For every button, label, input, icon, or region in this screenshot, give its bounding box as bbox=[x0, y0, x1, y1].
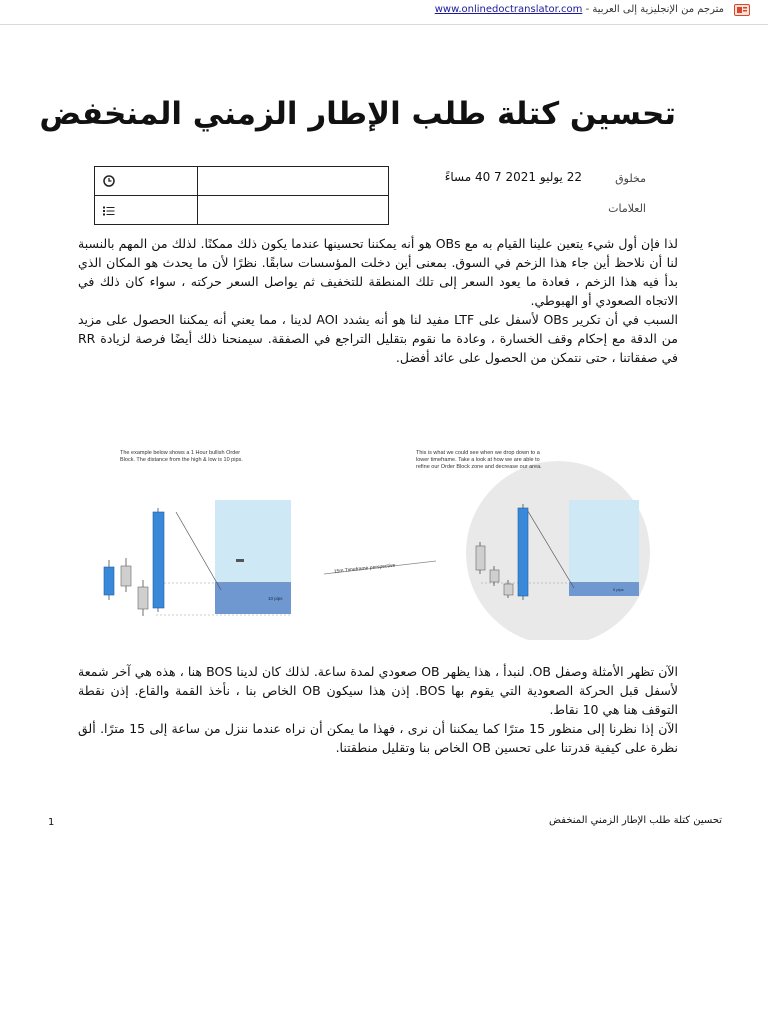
perspective-label: 15m Timeframe perspective bbox=[333, 562, 396, 575]
body-text-top bbox=[78, 234, 678, 367]
paragraph: الآن تظهر الأمثلة وصفل OB. لنبدأ ، هذا يظهر OB صعودي لمدة ساعة. لذلك كان لدينا BOS هنا ، هذه هي آخر شمعة لأسفل قبل الحركة الصعودية التي يقوم بها BOS. إذن هذا سيكون OB الخاص بنا ، نأخذ القمة والقاع. إذن نقطة التوقف هنا هي 10 نقاط. bbox=[78, 664, 679, 717]
left-caption-line: The example below shows a 1 Hour bullish Order bbox=[120, 450, 241, 456]
page-number: 1 bbox=[48, 817, 55, 828]
footer-title: تحسين كتلة طلب الإطار الزمني المنخفض bbox=[549, 815, 722, 826]
props-icon-cell bbox=[95, 167, 198, 196]
body-text-bottom bbox=[78, 662, 678, 757]
props-value-cell bbox=[198, 167, 389, 196]
right-order-block-zone bbox=[569, 582, 639, 596]
banner-text-row bbox=[435, 4, 724, 15]
right-zone-label: 5 pips bbox=[613, 587, 624, 592]
left-zone-label: 10 pips bbox=[268, 596, 283, 601]
tags-label: العلامات bbox=[608, 202, 646, 215]
right-premium-zone bbox=[569, 500, 639, 582]
left-zone-marker bbox=[236, 559, 244, 562]
candle bbox=[476, 546, 485, 570]
paragraph: لذا فإن أول شيء يتعين علينا القيام به مع OBs هو أنه يمكننا تحسينها عندما يكون ذلك ممكنًا. لذلك من المهم بالنسبة لنا أن نلاحظ أين جاء هذا الزخم في السوق. بمعنى أين دخلت المؤسسات سابقًا. نظرًا لأن ما يحدث هو المكان الذي بدأ فيه هذا الزخم ، فعادة ما يعود السعر إلى تلك المنطقة للتخفيف ثم يواصل السعر حركته ، سواء كان ذلك في الاتجاه الصعودي أو الهبوطي. bbox=[78, 236, 678, 308]
properties-table bbox=[94, 166, 389, 225]
right-caption-line: This is what we could see when we drop down to a bbox=[416, 450, 540, 456]
paragraph: السبب في أن تكرير OBs لأسفل على LTF مفيد لنا هو أنه يشدد AOI لدينا ، مما يعني أنه يمكننا الحصول على مزيد من الدقة مع إحكام وقف الخسارة ، وعادة ما نقوم بتقليل التراجع في الصفقة. سيمنحنا ذلك أيضًا فرصة لزيادة RR في صفقاتنا ، حتى نتمكن من الحصول على عائد أفضل. bbox=[78, 312, 679, 365]
banner-separator: - bbox=[585, 4, 590, 15]
candle bbox=[518, 508, 528, 596]
candle bbox=[490, 570, 499, 582]
created-label: مخلوق bbox=[615, 172, 646, 185]
banner-caption: مترجم من الإنجليزية إلى العربية bbox=[592, 4, 724, 15]
candle bbox=[121, 566, 131, 586]
candle bbox=[104, 567, 114, 595]
left-premium-zone bbox=[215, 500, 291, 582]
list-icon bbox=[103, 206, 115, 216]
candle bbox=[504, 584, 513, 595]
candle bbox=[138, 587, 148, 609]
order-block-figure bbox=[96, 440, 726, 640]
left-caption-line: Block. The distance from the high & low is 10 pips. bbox=[120, 457, 243, 463]
clock-icon bbox=[103, 175, 115, 187]
translator-logo-icon bbox=[734, 4, 750, 16]
props-value-cell bbox=[198, 196, 389, 225]
translator-link[interactable]: www.onlinedoctranslator.com bbox=[434, 4, 583, 15]
left-trend-line bbox=[176, 512, 221, 590]
page-title: تحسين كتلة طلب الإطار الزمني المنخفض bbox=[39, 96, 676, 132]
right-caption-line: lower timeframe. Take a look at how we are able to bbox=[416, 457, 540, 463]
candle bbox=[153, 512, 164, 608]
created-value: 22 يوليو 2021 7 40 مساءً bbox=[444, 170, 582, 184]
right-caption-line: refine our Order Block zone and decrease our area. bbox=[416, 464, 542, 470]
paragraph: الآن إذا نظرنا إلى منظور 15 مترًا كما يمكننا أن نرى ، فهذا ما يمكن أن نراه عندما ننزل من ساعة إلى 15 مترًا. ألق نظرة على كيفية قدرتنا على تحسين OB الخاص بنا وتقليل منطقتنا. bbox=[78, 721, 678, 755]
props-icon-cell bbox=[95, 196, 198, 225]
